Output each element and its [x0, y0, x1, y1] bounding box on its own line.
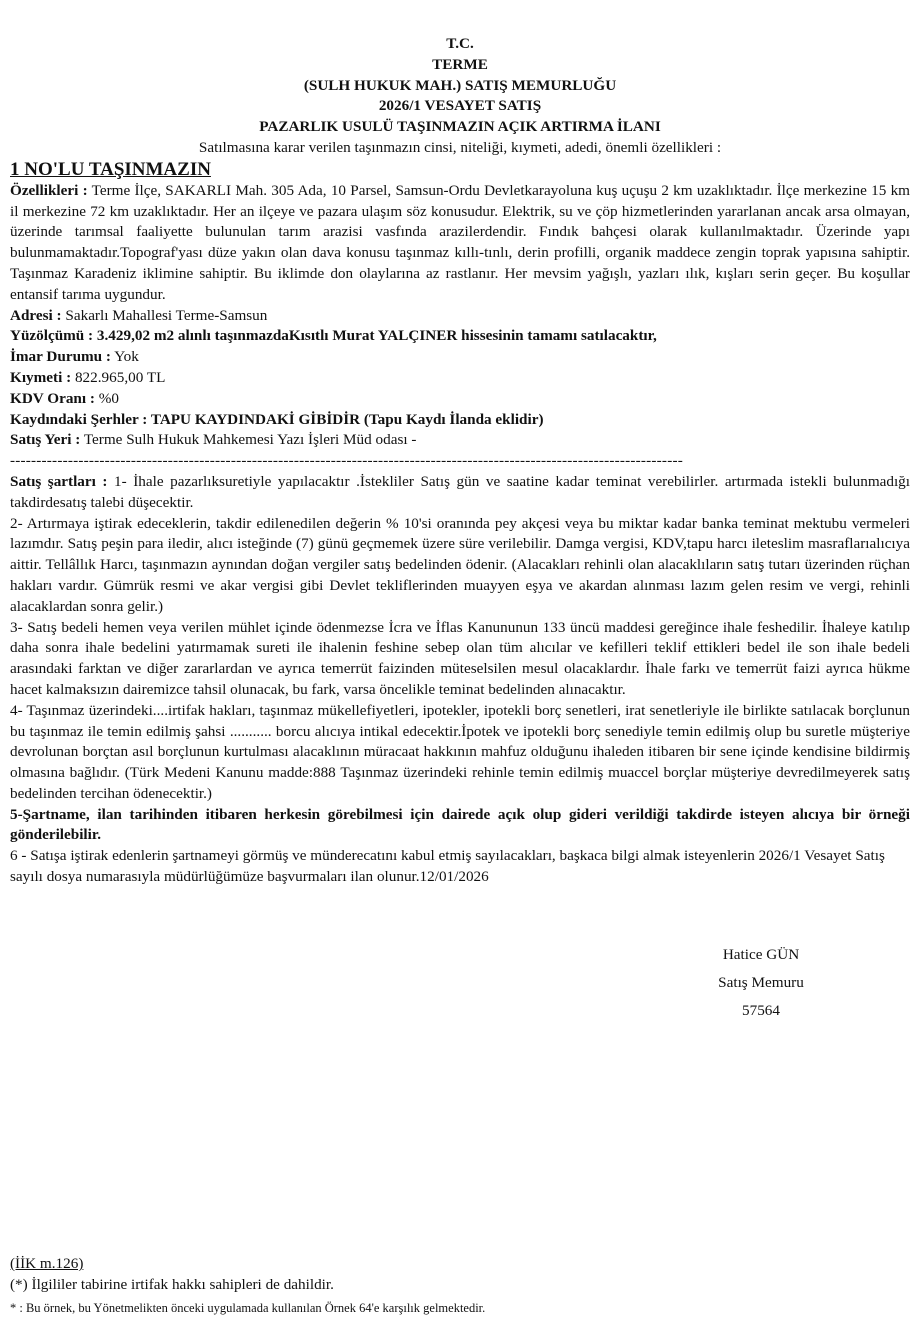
condition-6: 6 - Satışa iştirak edenlerin şartnameyi görmüş ve münderecatını kabul etmiş sayılacakları, başkaca bilgi almak isteyenlerin 2026/1 Vesayet Satış sayılı dosya numarasıyla müdürlüğümüze başvurmaları ilan olunur.12/01/2026	[10, 847, 885, 886]
vat-label: KDV Oranı :	[10, 389, 95, 407]
sale-place	[10, 430, 910, 451]
sale-place-value: Terme Sulh Hukuk Mahkemesi Yazı İşleri Müd odası -	[83, 431, 417, 449]
header-file-number: 2026/1 VESAYET SATIŞ	[378, 97, 542, 115]
features-label: Özellikleri :	[10, 181, 88, 199]
header-office: (SULH HUKUK MAH.) SATIŞ MEMURLUĞU	[303, 76, 617, 94]
zoning-label: İmar Durumu :	[10, 348, 111, 366]
header-notice-title: PAZARLIK USULÜ TAŞINMAZIN AÇIK ARTIRMA İLANI	[259, 118, 661, 136]
zoning-value: Yok	[114, 348, 139, 366]
property-annotations	[10, 410, 910, 431]
signature-number: 57564	[742, 1002, 780, 1019]
signature-name: Hatice GÜN	[722, 946, 800, 963]
value-label: Kıymeti :	[10, 368, 72, 386]
header-tc: T.C.	[446, 35, 474, 52]
condition-5: 5-Şartname, ilan tarihinden itibaren herkesin görebilmesi için dairede açık olup gideri verildiği takdirde isteyen alıcıya bir örneği gönderilebilir.	[10, 805, 910, 844]
condition-4: 4- Taşınmaz üzerindeki....irtifak hakları, taşınmaz mükellefiyetleri, ipotekler, ipotekli borç senetleri, irat senetleriyle ile birlikte satılacak borçlunun bu taşınmaz ile temin edilmiş şahsi ........... borcu alıcıya intikal edecektir.İpotek ve ipotekli borç senediyle temin edilmiş olup bu suretle müşteriye devrolunan borçtan asıl borçlunun kurtulması alacaklının müracaat hakkının mahfuz olduğunu ihaleden itibaren bir sene içinde kendisine bildirmiş olmasına bağlıdır. (Türk Medeni Kanunu madde:888 Taşınmaz üzerindeki rehinle temin edilmiş muaccel borçlar müşteriye devredilmeyerek satış bedelinden tercihan ödenecektir.)	[10, 701, 910, 802]
property-zoning	[10, 347, 910, 368]
property-area: Yüzölçümü : 3.429,02 m2 alınlı taşınmazdaKısıtlı Murat YALÇINER hissesinin tamamı satılacaktır,	[10, 327, 657, 345]
address-label: Adresi :	[10, 306, 62, 324]
conditions-label: Satış şartları :	[10, 472, 108, 490]
property-value	[10, 368, 910, 389]
sale-place-label: Satış Yeri :	[10, 431, 81, 449]
value-amount: 822.965,00 TL	[74, 368, 166, 386]
condition-2: 2- Artırmaya iştirak edeceklerin, takdir edilenedilen değerin % 10'si oranında pey akçesi veya bu miktar kadar banka teminat mektubu vermeleri lazımdır. Satış peşin para iledir, alıcı isteğinde (7) günü geçmemek üzere süre verilebilir. Damga vergisi, KDV,tapu harcı ileteslim masraflarıalıcıya aittir. Tellâllık Harcı, taşınmazın aynından doğan vergiler satış bedelinden ödenir. (Alacakları rehinli olan alacaklıların satış tutarı üzerinden rüçhan hakları vardır. Gümrük resmi ve akar vergisi gibi Devlet tekliflerinden muayyen eşya ve akardan alınması lazım gelen resim ve vergi, rehinli alacaklardan sonra gelir.)	[10, 514, 910, 615]
property-address	[10, 306, 910, 327]
document-body	[10, 34, 910, 888]
intro-text: Satılmasına karar verilen taşınmazın cinsi, niteliği, kıymeti, adedi, önemli özellikleri :	[198, 138, 722, 156]
signature-title: Satış Memuru	[718, 974, 804, 991]
address-value: Sakarlı Mahallesi Terme-Samsun	[65, 306, 268, 324]
features-text: Terme İlçe, SAKARLI Mah. 305 Ada, 10 Parsel, Samsun-Ordu Devletkarayoluna kuş uçuşu 2 km uzaklıktadır. İlçe merkezine 15 km il merkezine 72 km uzaklıktadır. Her an ilçeye ve pazara ulaşım söz konusudur. Elektrik, su ve çöp hizmetlerinden yararlanan ancak arsa olmayan, üzerinde tarımsal faaliyette bulunulan tarım arazisi vasfında arazilerdendir. Fındık bahçesi olarak kullanılmaktadır. Üzerinde yapı bulunmamaktadır.Topograf'yası düze yakın olan dava konusu taşınmaz kıllı-tınlı, derin profilli, organik maddece zengin toprak yapısına sahiptir. Taşınmaz Karadeniz iklimine sahiptir. Bu iklimde don olaylarına az rastlanır. Her mevsim yağışlı, yazları ılık, kışları serin geçer. Bu koşullar entansif tarıma uygundur.	[10, 181, 910, 303]
annotations-label: Kaydındaki Şerhler :	[10, 410, 148, 428]
condition-1	[10, 472, 910, 514]
property-vat	[10, 389, 910, 410]
condition-1-text: 1- İhale pazarlıksuretiyle yapılacaktır .İstekliler Satış gün ve saatine kadar teminat verebilirler. artırmada istekli bulunmadığı takdirdesatış talebi düşecektir.	[10, 472, 910, 511]
vat-value: %0	[98, 389, 119, 407]
annotations-value: TAPU KAYDINDAKİ GİBİDİR (Tapu Kaydı İlanda eklidir)	[150, 410, 544, 428]
property-title: 1 NO'LU TAŞINMAZIN	[10, 158, 211, 180]
footer-note-1: (*) İlgililer tabirine irtifak hakkı sahipleri de dahildir.	[10, 1276, 334, 1293]
header-city: TERME	[432, 55, 488, 73]
footer-note-2: * : Bu örnek, bu Yönetmelikten önceki uygulamada kullanılan Örnek 64'e karşılık gelmektedir.	[10, 1301, 486, 1315]
footer-law-ref: (İİK m.126)	[10, 1255, 84, 1272]
separator-line: --------------------------------------------------------------------------------------------------------------------------------	[10, 452, 683, 470]
condition-3: 3- Satış bedeli hemen veya verilen mühlet içinde ödenmezse İcra ve İflas Kanununun 133 üncü maddesi gereğince ihale feshedilir. İhaleye katılıp daha sonra ihale bedelini yatırmamak sureti ile ihalenin feshine sebep olan tüm alıcılar ve kefilleri teklif ettikleri bedel ile son ihale bedeli arasındaki farktan ve diğer zararlardan ve ayrıca temerrüt faizinden müteselsilen mesul olacaklardır. İhale farkı ve temerrüt faizi ayrıca hükme hacet kalmaksızın dairemizce tahsil olunacak, bu fark, varsa öncelikle teminat bedelinden alınacaktır.	[10, 618, 910, 698]
property-features	[10, 181, 910, 306]
